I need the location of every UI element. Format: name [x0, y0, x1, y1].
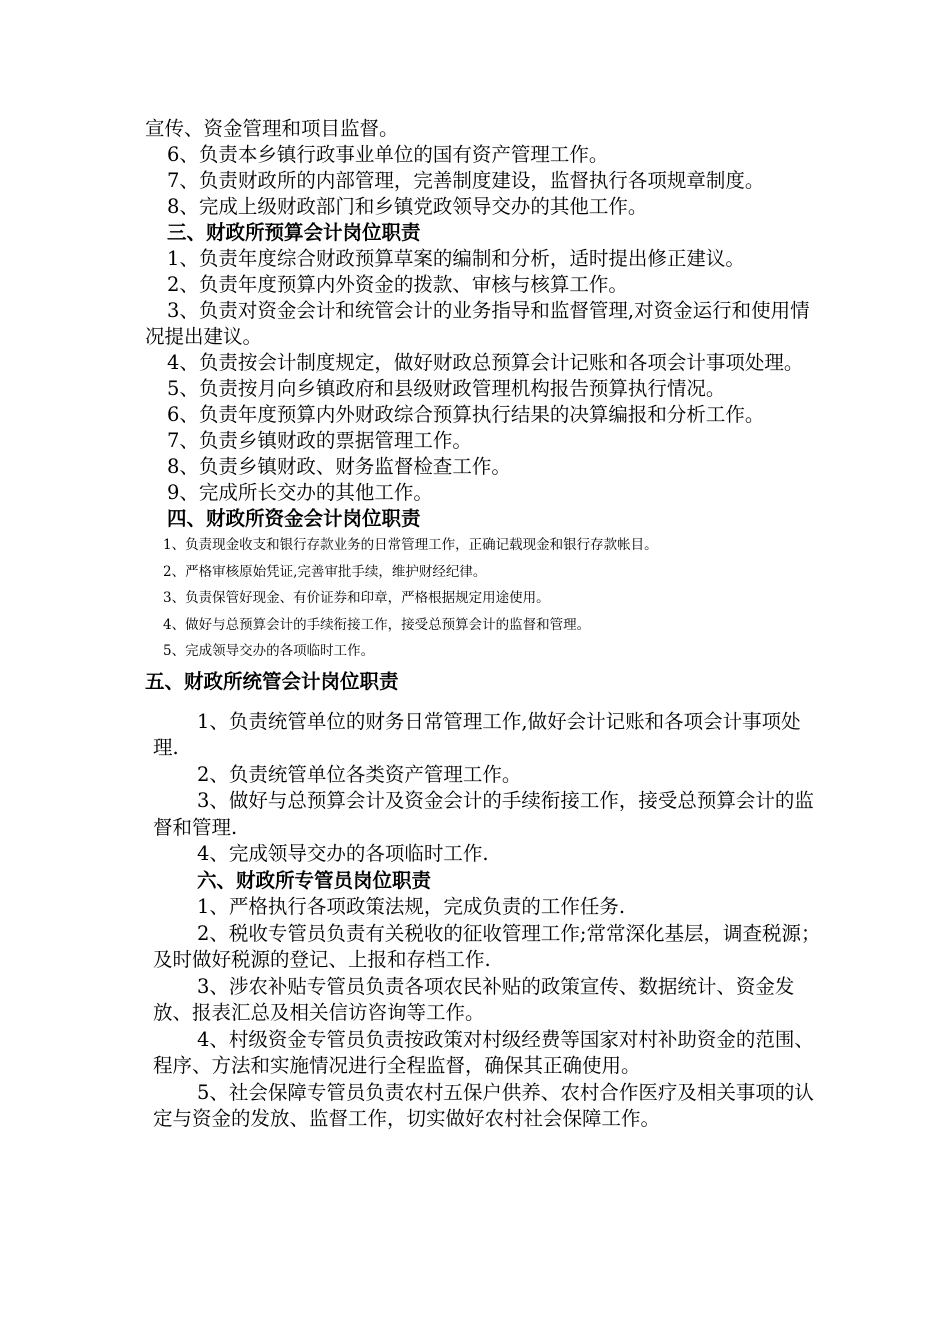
list-item: 2、税收专管员负责有关税收的征收管理工作;常常深化基层，调查税源；及时做好税源的登记、上报和存档工作. [153, 921, 821, 971]
list-item: 1、负责年度综合财政预算草案的编制和分析，适时提出修正建议。 [167, 247, 745, 270]
list-item: 1、负责现金收支和银行存款业务的日常管理工作，正确记载现金和银行存款帐目。 [163, 537, 658, 553]
list-item: 9、完成所长交办的其他工作。 [167, 481, 433, 504]
list-item: 5、完成领导交办的各项临时工作。 [163, 643, 375, 659]
list-item: 7、负责乡镇财政的票据管理工作。 [167, 429, 472, 452]
list-item: 2、负责年度预算内外资金的拨款、审核与核算工作。 [167, 273, 628, 296]
list-item: 4、负责按会计制度规定，做好财政总预算会计记账和各项会计事项处理。 [167, 351, 804, 374]
document-page [145, 116, 825, 1133]
list-item: 4、完成领导交办的各项临时工作. [197, 842, 489, 865]
list-item: 5、社会保障专管员负责农村五保户供养、农村合作医疗及相关事项的认定与资金的发放、监督工作，切实做好农村社会保障工作。 [153, 1080, 814, 1130]
list-item: 2、负责统管单位各类资产管理工作。 [197, 762, 522, 786]
list-item: 8、负责乡镇财政、财务监督检查工作。 [167, 455, 511, 478]
list-item: 3、做好与总预算会计及资金会计的手续衔接工作，接受总预算会计的监督和管理. [153, 789, 814, 839]
list-item: 3、负责保管好现金、有价证券和印章，严格根据规定用途使用。 [163, 590, 550, 606]
list-item: 3、负责对资金会计和统管会计的业务指导和监督管理,对资金运行和使用情况提出建议。 [145, 299, 810, 348]
section-heading-5: 五、财政所统管会计岗位职责 [145, 669, 399, 693]
list-item: 4、做好与总预算会计的手续衔接工作，接受总预算会计的监督和管理。 [163, 616, 591, 633]
list-item: 1、严格执行各项政策法规，完成负责的工作任务. [197, 895, 626, 918]
list-item: 3、涉农补贴专管员负责各项农民补贴的政策宣传、数据统计、资金发放、报表汇总及相关信访咨询等工作。 [153, 974, 795, 1024]
section-heading-6: 六、财政所专管员岗位职责 [197, 868, 432, 892]
section-heading-4: 四、财政所资金会计岗位职责 [167, 507, 421, 530]
text-line: 7、负责财政所的内部管理，完善制度建设，监督执行各项规章制度。 [167, 169, 765, 192]
text-line: 6、负责本乡镇行政事业单位的国有资产管理工作。 [167, 143, 609, 166]
section-heading-3: 三、财政所预算会计岗位职责 [167, 221, 421, 244]
text-line: 宣传、资金管理和项目监督。 [145, 117, 399, 140]
list-item: 6、负责年度预算内外财政综合预算执行结果的决算编报和分析工作。 [167, 403, 765, 426]
list-item: 4、村级资金专管员负责按政策对村级经费等国家对村补助资金的范围、程序、方法和实施情况进行全程监督，确保其正确使用。 [153, 1027, 814, 1077]
list-item: 5、负责按月向乡镇政府和县级财政管理机构报告预算执行情况。 [167, 377, 726, 400]
list-item: 2、严格审核原始凭证,完善审批手续，维护财经纪律。 [163, 563, 487, 580]
text-line: 8、完成上级财政部门和乡镇党政领导交办的其他工作。 [167, 195, 648, 218]
list-item: 1、负责统管单位的财务日常管理工作,做好会计记账和各项会计事项处理. [153, 709, 801, 759]
